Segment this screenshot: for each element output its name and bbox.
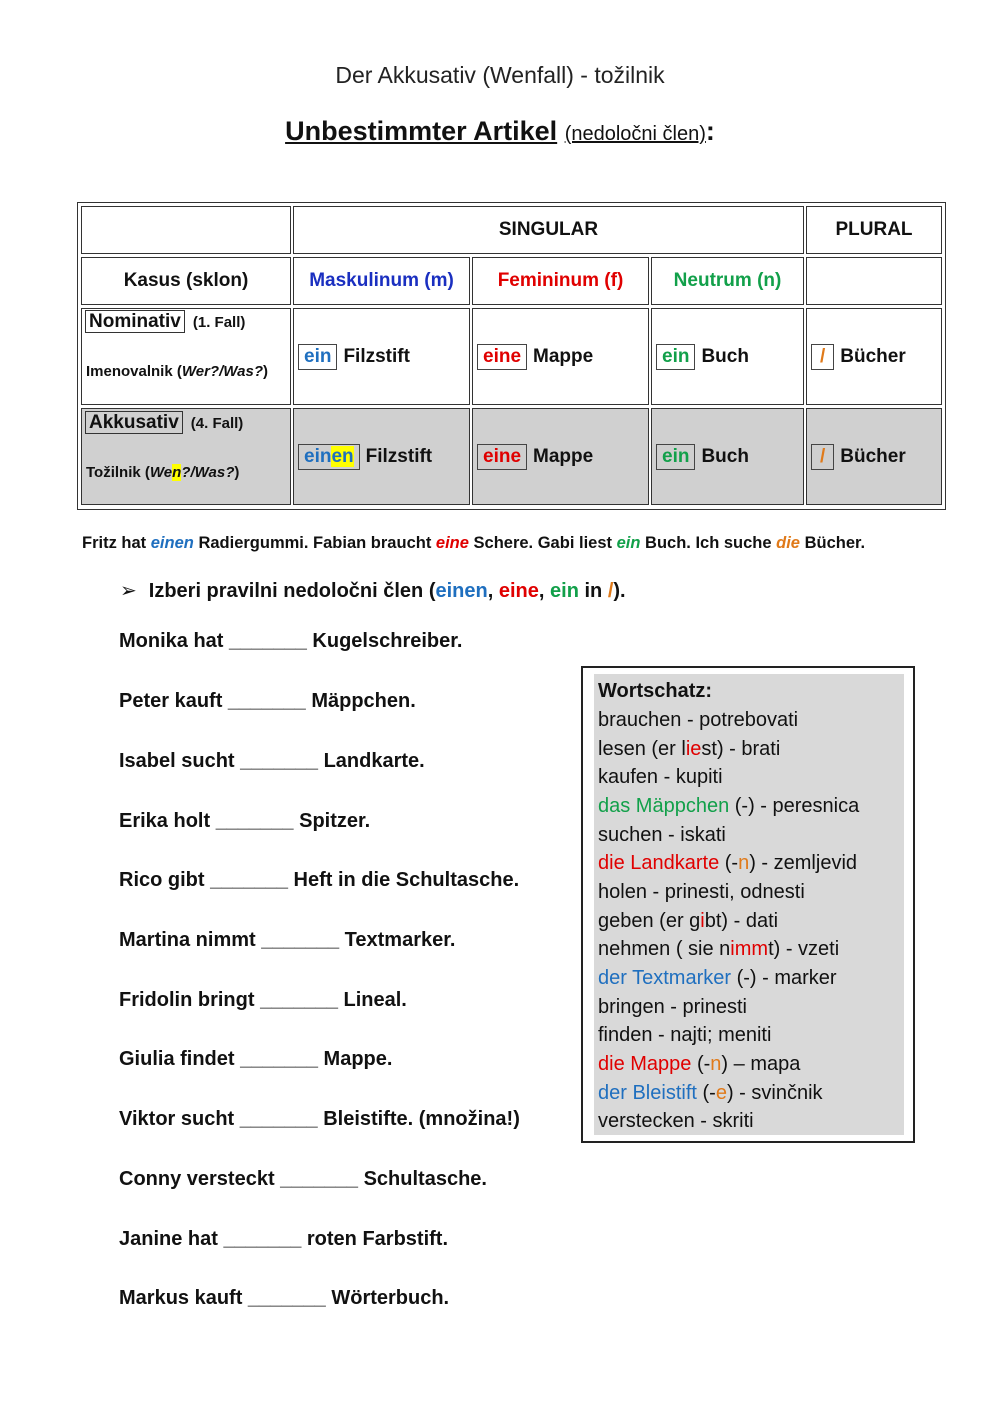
vocab-item: holen - prinesti, odnesti: [598, 881, 805, 903]
akk-neut-article: ein: [656, 444, 695, 470]
nom-neut-article: ein: [656, 344, 695, 370]
header-plural-empty: [806, 257, 942, 305]
vocab-item: geben (er gibt) - dati: [598, 910, 779, 932]
nom-neut-noun: Buch: [701, 345, 749, 367]
akk-plural-cell: [806, 408, 942, 505]
akkusativ-label: Akkusativ: [85, 411, 183, 434]
arrow-bullet-icon: ➢: [120, 580, 137, 602]
vocab-item: lesen (er liest) - brati: [598, 738, 781, 760]
header-singular: SINGULAR: [293, 206, 804, 254]
header-femininum: Femininum (f): [472, 257, 649, 305]
vocabulary-box: [581, 666, 915, 1143]
exercise-line[interactable]: Fridolin bringt _______ Lineal.: [119, 989, 407, 1011]
vocab-item: der Bleistift (-e) - svinčnik: [598, 1082, 823, 1104]
header-plural: PLURAL: [806, 206, 942, 254]
nom-fem-cell: [472, 308, 649, 405]
vocabulary-title: Wortschatz:: [598, 680, 713, 702]
exercise-line[interactable]: Martina nimmt _______ Textmarker.: [119, 929, 456, 951]
exercise-line[interactable]: Conny versteckt _______ Schultasche.: [119, 1168, 487, 1190]
vocab-item: nehmen ( sie nimmt) - vzeti: [598, 938, 840, 960]
header-neutrum: Neutrum (n): [651, 257, 804, 305]
example-sentence: Fritz hat einen Radiergummi. Fabian braucht eine Schere. Gabi liest ein Buch. Ich suche die Bücher.: [82, 534, 866, 552]
vocab-item: der Textmarker (-) - marker: [598, 967, 837, 989]
nom-neut-cell: [651, 308, 804, 405]
title-colon: :: [705, 116, 715, 146]
akkusativ-subtitle: Tožilnik (Wen?/Was?): [86, 464, 240, 481]
nom-mask-noun: Filzstift: [343, 345, 410, 367]
akk-neut-noun: Buch: [701, 445, 749, 467]
article-table: [77, 202, 946, 510]
page-title: [0, 116, 1000, 147]
exercise-line[interactable]: Janine hat _______ roten Farbstift.: [119, 1228, 449, 1250]
exercise-line[interactable]: Viktor sucht _______ Bleistifte. (množina!): [119, 1108, 520, 1130]
vocab-item: suchen - iskati: [598, 824, 726, 846]
vocab-item: das Mäppchen (-) - peresnica: [598, 795, 860, 817]
akkusativ-fall: (4. Fall): [190, 415, 244, 432]
nominativ-label: Nominativ: [85, 310, 185, 333]
nom-fem-article: eine: [477, 344, 527, 370]
nom-plural-noun: Bücher: [840, 345, 906, 367]
exercise-line[interactable]: Markus kauft _______ Wörterbuch.: [119, 1287, 450, 1309]
vocab-item: die Landkarte (-n) - zemljevid: [598, 852, 858, 874]
nom-mask-article: ein: [298, 344, 337, 370]
vocab-item: die Mappe (-n) – mapa: [598, 1053, 801, 1075]
nom-plural-article: /: [811, 344, 834, 370]
page-subtitle: Der Akkusativ (Wenfall) - tožilnik: [335, 62, 665, 88]
row-nominativ-label: [81, 308, 291, 405]
akk-plural-article: /: [811, 444, 834, 470]
exercise-instruction: ➢ Izberi pravilni nedoločni člen (einen, eine, ein in /).: [120, 580, 626, 602]
akk-fem-noun: Mappe: [533, 445, 594, 467]
nom-fem-noun: Mappe: [533, 345, 594, 367]
vocab-item: verstecken - skriti: [598, 1110, 754, 1132]
table-empty-corner: [81, 206, 291, 254]
vocabulary-panel: [594, 674, 904, 1135]
row-akkusativ-label: [81, 408, 291, 505]
nominativ-subtitle: Imenovalnik (Wer?/Was?): [86, 363, 268, 380]
title-main: Unbestimmter Artikel: [285, 116, 558, 146]
exercise-line[interactable]: Erika holt _______ Spitzer.: [119, 810, 371, 832]
header-kasus: Kasus (sklon): [81, 257, 291, 305]
nom-plural-cell: [806, 308, 942, 405]
title-sub: (nedoločni člen): [564, 123, 706, 145]
akk-neut-cell: [651, 408, 804, 505]
akk-mask-article: einen: [298, 444, 360, 470]
vocab-item: brauchen - potrebovati: [598, 709, 799, 731]
akk-fem-cell: [472, 408, 649, 505]
exercise-line[interactable]: Rico gibt _______ Heft in die Schultasche.: [119, 869, 520, 891]
akk-fem-article: eine: [477, 444, 527, 470]
exercise-line[interactable]: Isabel sucht _______ Landkarte.: [119, 750, 425, 772]
vocab-item: bringen - prinesti: [598, 996, 747, 1018]
nominativ-fall: (1. Fall): [192, 314, 246, 331]
exercise-line[interactable]: Giulia findet _______ Mappe.: [119, 1048, 393, 1070]
akk-mask-noun: Filzstift: [365, 445, 433, 467]
exercise-line[interactable]: Peter kauft _______ Mäppchen.: [119, 690, 416, 712]
header-maskulinum: Maskulinum (m): [293, 257, 470, 305]
vocab-item: kaufen - kupiti: [598, 766, 723, 788]
akk-mask-cell: [293, 408, 470, 505]
vocab-item: finden - najti; meniti: [598, 1024, 772, 1046]
nom-mask-cell: [293, 308, 470, 405]
akk-plural-noun: Bücher: [840, 445, 906, 467]
exercise-line[interactable]: Monika hat _______ Kugelschreiber.: [119, 630, 463, 652]
